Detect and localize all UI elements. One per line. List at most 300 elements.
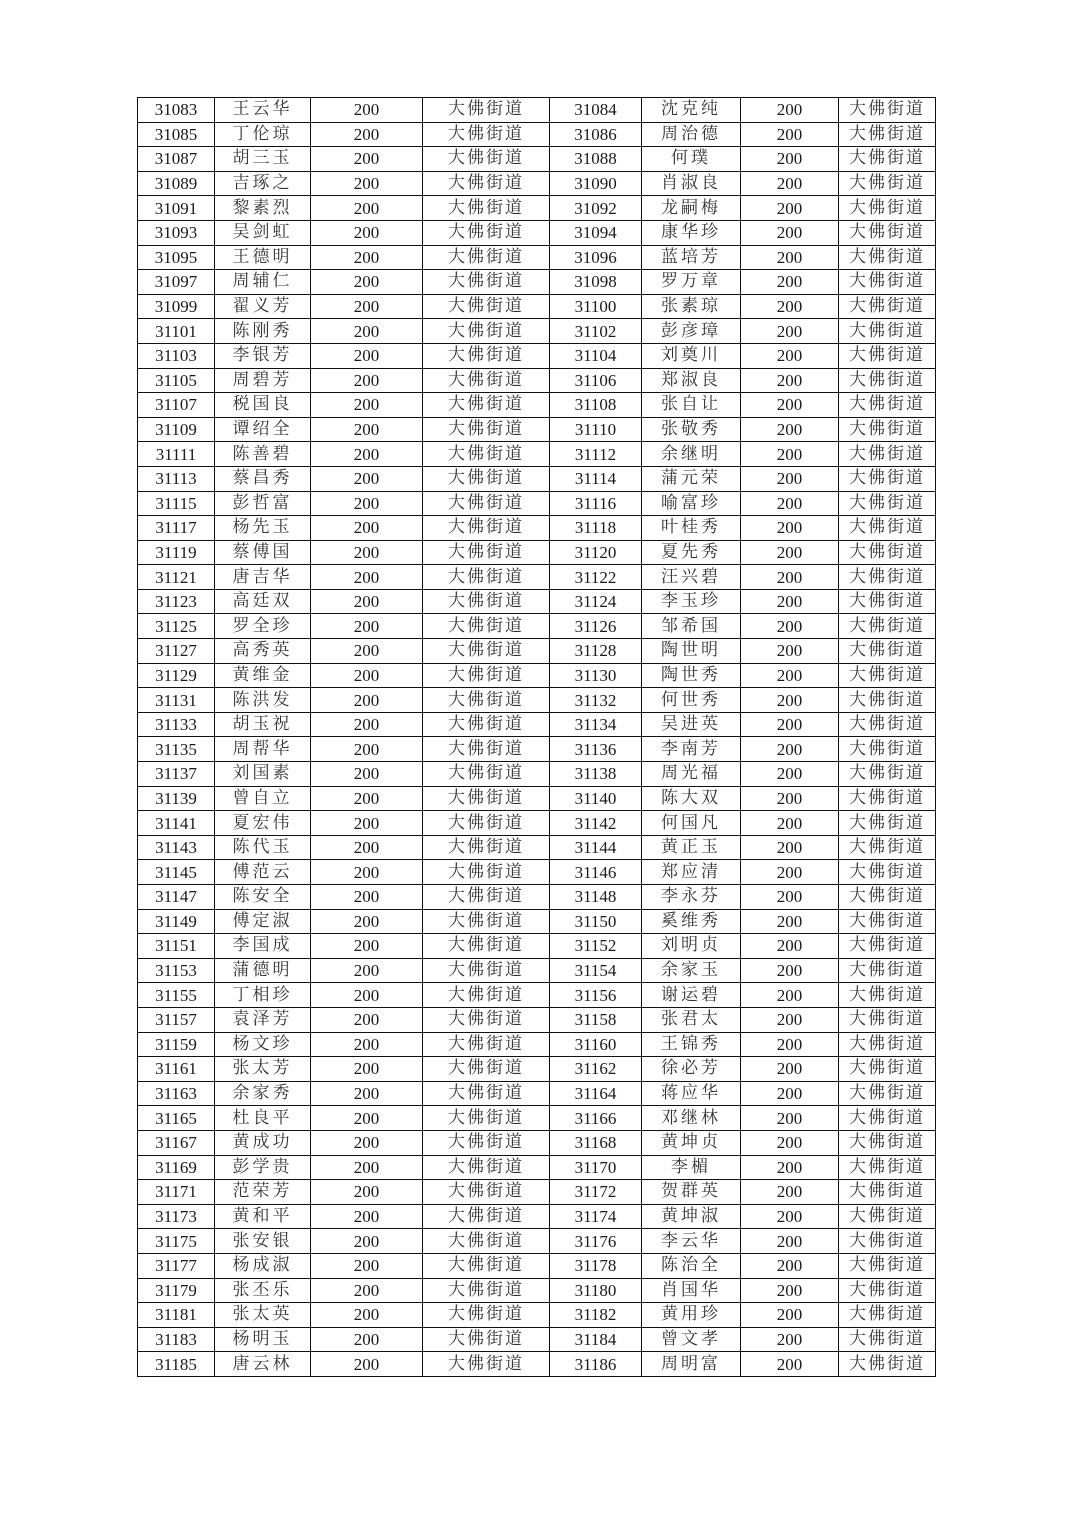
left-id-cell: 31141 [138, 811, 215, 836]
table-row [138, 319, 936, 344]
left-name-cell: 胡玉祝 [215, 712, 311, 737]
right-name-cell: 何世秀 [642, 688, 741, 713]
left-name-cell: 杨成淑 [215, 1253, 311, 1278]
left-street-cell: 大佛街道 [423, 1007, 550, 1032]
left-amount-cell: 200 [311, 1253, 423, 1278]
right-id-cell: 31150 [550, 909, 642, 934]
right-id-cell: 31096 [550, 245, 642, 270]
left-street-cell: 大佛街道 [423, 639, 550, 664]
table-row [138, 835, 936, 860]
right-amount-cell: 200 [741, 983, 839, 1008]
table-row [138, 1303, 936, 1328]
right-name-cell: 周光福 [642, 762, 741, 787]
table-row [138, 245, 936, 270]
table-row [138, 1130, 936, 1155]
left-id-cell: 31161 [138, 1057, 215, 1082]
right-amount-cell: 200 [741, 171, 839, 196]
right-amount-cell: 200 [741, 1229, 839, 1254]
left-id-cell: 31097 [138, 270, 215, 295]
left-amount-cell: 200 [311, 934, 423, 959]
right-street-cell: 大佛街道 [839, 1327, 936, 1352]
left-amount-cell: 200 [311, 639, 423, 664]
left-id-cell: 31177 [138, 1253, 215, 1278]
left-street-cell: 大佛街道 [423, 1303, 550, 1328]
right-amount-cell: 200 [741, 614, 839, 639]
right-id-cell: 31120 [550, 540, 642, 565]
left-id-cell: 31113 [138, 466, 215, 491]
left-name-cell: 张安银 [215, 1229, 311, 1254]
table-row [138, 983, 936, 1008]
left-amount-cell: 200 [311, 1007, 423, 1032]
right-amount-cell: 200 [741, 589, 839, 614]
right-name-cell: 喻富珍 [642, 491, 741, 516]
left-amount-cell: 200 [311, 663, 423, 688]
left-street-cell: 大佛街道 [423, 762, 550, 787]
right-street-cell: 大佛街道 [839, 614, 936, 639]
left-street-cell: 大佛街道 [423, 835, 550, 860]
left-amount-cell: 200 [311, 343, 423, 368]
left-amount-cell: 200 [311, 565, 423, 590]
left-street-cell: 大佛街道 [423, 98, 550, 123]
left-amount-cell: 200 [311, 122, 423, 147]
right-street-cell: 大佛街道 [839, 442, 936, 467]
right-id-cell: 31170 [550, 1155, 642, 1180]
left-id-cell: 31095 [138, 245, 215, 270]
right-name-cell: 奚维秀 [642, 909, 741, 934]
table-row [138, 688, 936, 713]
left-id-cell: 31091 [138, 196, 215, 221]
right-name-cell: 李玉珍 [642, 589, 741, 614]
left-amount-cell: 200 [311, 1106, 423, 1131]
left-id-cell: 31089 [138, 171, 215, 196]
left-name-cell: 张丕乐 [215, 1278, 311, 1303]
left-street-cell: 大佛街道 [423, 1204, 550, 1229]
left-name-cell: 杨文珍 [215, 1032, 311, 1057]
left-name-cell: 黎素烈 [215, 196, 311, 221]
right-street-cell: 大佛街道 [839, 417, 936, 442]
right-amount-cell: 200 [741, 712, 839, 737]
right-name-cell: 邓继林 [642, 1106, 741, 1131]
roster-body [138, 98, 936, 1377]
left-amount-cell: 200 [311, 1303, 423, 1328]
right-amount-cell: 200 [741, 1253, 839, 1278]
left-amount-cell: 200 [311, 737, 423, 762]
left-street-cell: 大佛街道 [423, 909, 550, 934]
right-street-cell: 大佛街道 [839, 1106, 936, 1131]
right-amount-cell: 200 [741, 1204, 839, 1229]
right-name-cell: 徐必芳 [642, 1057, 741, 1082]
table-row [138, 958, 936, 983]
left-name-cell: 高廷双 [215, 589, 311, 614]
left-name-cell: 周辅仁 [215, 270, 311, 295]
right-street-cell: 大佛街道 [839, 983, 936, 1008]
left-street-cell: 大佛街道 [423, 540, 550, 565]
right-id-cell: 31092 [550, 196, 642, 221]
right-street-cell: 大佛街道 [839, 220, 936, 245]
right-id-cell: 31134 [550, 712, 642, 737]
left-id-cell: 31165 [138, 1106, 215, 1131]
right-amount-cell: 200 [741, 98, 839, 123]
left-id-cell: 31175 [138, 1229, 215, 1254]
left-id-cell: 31151 [138, 934, 215, 959]
right-street-cell: 大佛街道 [839, 516, 936, 541]
right-id-cell: 31166 [550, 1106, 642, 1131]
left-amount-cell: 200 [311, 491, 423, 516]
right-amount-cell: 200 [741, 1130, 839, 1155]
right-amount-cell: 200 [741, 1155, 839, 1180]
right-id-cell: 31168 [550, 1130, 642, 1155]
right-id-cell: 31164 [550, 1081, 642, 1106]
right-street-cell: 大佛街道 [839, 860, 936, 885]
right-amount-cell: 200 [741, 466, 839, 491]
right-street-cell: 大佛街道 [839, 712, 936, 737]
right-name-cell: 彭彦璋 [642, 319, 741, 344]
right-name-cell: 曾文孝 [642, 1327, 741, 1352]
left-amount-cell: 200 [311, 1155, 423, 1180]
table-row [138, 442, 936, 467]
right-id-cell: 31142 [550, 811, 642, 836]
left-id-cell: 31105 [138, 368, 215, 393]
right-street-cell: 大佛街道 [839, 171, 936, 196]
right-street-cell: 大佛街道 [839, 1352, 936, 1377]
right-id-cell: 31156 [550, 983, 642, 1008]
right-amount-cell: 200 [741, 319, 839, 344]
left-street-cell: 大佛街道 [423, 516, 550, 541]
right-name-cell: 何璞 [642, 147, 741, 172]
left-name-cell: 蒲德明 [215, 958, 311, 983]
left-street-cell: 大佛街道 [423, 417, 550, 442]
right-name-cell: 郑淑良 [642, 368, 741, 393]
table-row [138, 1032, 936, 1057]
table-row [138, 934, 936, 959]
left-amount-cell: 200 [311, 294, 423, 319]
left-amount-cell: 200 [311, 171, 423, 196]
right-id-cell: 31130 [550, 663, 642, 688]
left-street-cell: 大佛街道 [423, 220, 550, 245]
right-name-cell: 周治德 [642, 122, 741, 147]
right-id-cell: 31160 [550, 1032, 642, 1057]
left-name-cell: 周碧芳 [215, 368, 311, 393]
left-amount-cell: 200 [311, 466, 423, 491]
left-street-cell: 大佛街道 [423, 614, 550, 639]
right-amount-cell: 200 [741, 368, 839, 393]
left-street-cell: 大佛街道 [423, 147, 550, 172]
left-amount-cell: 200 [311, 688, 423, 713]
right-street-cell: 大佛街道 [839, 343, 936, 368]
right-street-cell: 大佛街道 [839, 1303, 936, 1328]
right-id-cell: 31148 [550, 885, 642, 910]
right-amount-cell: 200 [741, 1180, 839, 1205]
right-id-cell: 31110 [550, 417, 642, 442]
right-street-cell: 大佛街道 [839, 909, 936, 934]
left-street-cell: 大佛街道 [423, 1106, 550, 1131]
left-id-cell: 31123 [138, 589, 215, 614]
right-id-cell: 31108 [550, 393, 642, 418]
left-id-cell: 31085 [138, 122, 215, 147]
left-name-cell: 杜良平 [215, 1106, 311, 1131]
right-name-cell: 蓝培芳 [642, 245, 741, 270]
left-name-cell: 曾自立 [215, 786, 311, 811]
right-amount-cell: 200 [741, 958, 839, 983]
left-name-cell: 陈安全 [215, 885, 311, 910]
right-street-cell: 大佛街道 [839, 1253, 936, 1278]
table-row [138, 1057, 936, 1082]
right-name-cell: 刘明贞 [642, 934, 741, 959]
right-name-cell: 何国凡 [642, 811, 741, 836]
left-name-cell: 陈善碧 [215, 442, 311, 467]
table-row [138, 343, 936, 368]
right-amount-cell: 200 [741, 294, 839, 319]
left-id-cell: 31185 [138, 1352, 215, 1377]
right-amount-cell: 200 [741, 491, 839, 516]
left-amount-cell: 200 [311, 1081, 423, 1106]
left-name-cell: 唐云林 [215, 1352, 311, 1377]
right-amount-cell: 200 [741, 1278, 839, 1303]
left-street-cell: 大佛街道 [423, 589, 550, 614]
right-id-cell: 31136 [550, 737, 642, 762]
right-amount-cell: 200 [741, 1106, 839, 1131]
left-name-cell: 袁泽芳 [215, 1007, 311, 1032]
left-amount-cell: 200 [311, 1352, 423, 1377]
table-row [138, 885, 936, 910]
right-id-cell: 31124 [550, 589, 642, 614]
right-street-cell: 大佛街道 [839, 491, 936, 516]
right-amount-cell: 200 [741, 442, 839, 467]
left-street-cell: 大佛街道 [423, 688, 550, 713]
left-name-cell: 丁伦琼 [215, 122, 311, 147]
left-name-cell: 税国良 [215, 393, 311, 418]
left-street-cell: 大佛街道 [423, 343, 550, 368]
left-street-cell: 大佛街道 [423, 1278, 550, 1303]
right-amount-cell: 200 [741, 1327, 839, 1352]
right-name-cell: 夏先秀 [642, 540, 741, 565]
right-name-cell: 李南芳 [642, 737, 741, 762]
left-name-cell: 丁相珍 [215, 983, 311, 1008]
right-amount-cell: 200 [741, 1007, 839, 1032]
right-street-cell: 大佛街道 [839, 786, 936, 811]
left-street-cell: 大佛街道 [423, 122, 550, 147]
right-street-cell: 大佛街道 [839, 147, 936, 172]
left-id-cell: 31099 [138, 294, 215, 319]
left-amount-cell: 200 [311, 368, 423, 393]
table-row [138, 737, 936, 762]
left-id-cell: 31173 [138, 1204, 215, 1229]
right-id-cell: 31084 [550, 98, 642, 123]
table-row [138, 1180, 936, 1205]
table-row [138, 294, 936, 319]
left-amount-cell: 200 [311, 614, 423, 639]
right-id-cell: 31186 [550, 1352, 642, 1377]
right-amount-cell: 200 [741, 1081, 839, 1106]
right-id-cell: 31128 [550, 639, 642, 664]
right-name-cell: 李楣 [642, 1155, 741, 1180]
left-street-cell: 大佛街道 [423, 1327, 550, 1352]
right-id-cell: 31154 [550, 958, 642, 983]
right-street-cell: 大佛街道 [839, 1081, 936, 1106]
right-amount-cell: 200 [741, 639, 839, 664]
right-name-cell: 叶桂秀 [642, 516, 741, 541]
right-street-cell: 大佛街道 [839, 1130, 936, 1155]
right-name-cell: 黄用珍 [642, 1303, 741, 1328]
right-name-cell: 蒲元荣 [642, 466, 741, 491]
right-amount-cell: 200 [741, 762, 839, 787]
right-street-cell: 大佛街道 [839, 811, 936, 836]
left-id-cell: 31137 [138, 762, 215, 787]
left-amount-cell: 200 [311, 270, 423, 295]
right-name-cell: 李永芬 [642, 885, 741, 910]
right-street-cell: 大佛街道 [839, 1229, 936, 1254]
left-street-cell: 大佛街道 [423, 368, 550, 393]
left-amount-cell: 200 [311, 319, 423, 344]
table-row [138, 1007, 936, 1032]
left-name-cell: 彭哲富 [215, 491, 311, 516]
left-amount-cell: 200 [311, 712, 423, 737]
table-row [138, 393, 936, 418]
table-row [138, 196, 936, 221]
right-amount-cell: 200 [741, 270, 839, 295]
table-row [138, 1106, 936, 1131]
table-row [138, 663, 936, 688]
table-row [138, 762, 936, 787]
left-amount-cell: 200 [311, 1180, 423, 1205]
right-id-cell: 31140 [550, 786, 642, 811]
left-id-cell: 31167 [138, 1130, 215, 1155]
left-street-cell: 大佛街道 [423, 565, 550, 590]
left-street-cell: 大佛街道 [423, 393, 550, 418]
right-street-cell: 大佛街道 [839, 98, 936, 123]
right-name-cell: 邹希国 [642, 614, 741, 639]
right-street-cell: 大佛街道 [839, 196, 936, 221]
right-street-cell: 大佛街道 [839, 565, 936, 590]
left-id-cell: 31133 [138, 712, 215, 737]
left-amount-cell: 200 [311, 786, 423, 811]
right-id-cell: 31152 [550, 934, 642, 959]
right-amount-cell: 200 [741, 737, 839, 762]
left-amount-cell: 200 [311, 958, 423, 983]
right-amount-cell: 200 [741, 122, 839, 147]
left-name-cell: 夏宏伟 [215, 811, 311, 836]
right-amount-cell: 200 [741, 516, 839, 541]
right-id-cell: 31182 [550, 1303, 642, 1328]
right-street-cell: 大佛街道 [839, 122, 936, 147]
table-row [138, 1204, 936, 1229]
right-street-cell: 大佛街道 [839, 368, 936, 393]
left-name-cell: 陈刚秀 [215, 319, 311, 344]
left-name-cell: 李国成 [215, 934, 311, 959]
left-name-cell: 胡三玉 [215, 147, 311, 172]
left-name-cell: 高秀英 [215, 639, 311, 664]
right-name-cell: 汪兴碧 [642, 565, 741, 590]
right-amount-cell: 200 [741, 220, 839, 245]
left-street-cell: 大佛街道 [423, 1253, 550, 1278]
left-amount-cell: 200 [311, 811, 423, 836]
right-street-cell: 大佛街道 [839, 1007, 936, 1032]
left-street-cell: 大佛街道 [423, 466, 550, 491]
right-id-cell: 31178 [550, 1253, 642, 1278]
left-id-cell: 31183 [138, 1327, 215, 1352]
right-street-cell: 大佛街道 [839, 1155, 936, 1180]
right-name-cell: 陶世明 [642, 639, 741, 664]
right-name-cell: 张敬秀 [642, 417, 741, 442]
right-name-cell: 肖国华 [642, 1278, 741, 1303]
right-street-cell: 大佛街道 [839, 885, 936, 910]
left-street-cell: 大佛街道 [423, 712, 550, 737]
left-street-cell: 大佛街道 [423, 171, 550, 196]
right-street-cell: 大佛街道 [839, 540, 936, 565]
left-name-cell: 罗全珍 [215, 614, 311, 639]
right-street-cell: 大佛街道 [839, 466, 936, 491]
left-id-cell: 31135 [138, 737, 215, 762]
left-name-cell: 余家秀 [215, 1081, 311, 1106]
table-row [138, 491, 936, 516]
left-id-cell: 31111 [138, 442, 215, 467]
right-name-cell: 陶世秀 [642, 663, 741, 688]
left-street-cell: 大佛街道 [423, 1229, 550, 1254]
left-id-cell: 31143 [138, 835, 215, 860]
right-amount-cell: 200 [741, 1352, 839, 1377]
table-row [138, 1155, 936, 1180]
right-id-cell: 31132 [550, 688, 642, 713]
left-name-cell: 谭绍全 [215, 417, 311, 442]
right-amount-cell: 200 [741, 245, 839, 270]
right-amount-cell: 200 [741, 934, 839, 959]
right-name-cell: 黄正玉 [642, 835, 741, 860]
left-id-cell: 31181 [138, 1303, 215, 1328]
right-id-cell: 31100 [550, 294, 642, 319]
left-name-cell: 陈洪发 [215, 688, 311, 713]
right-id-cell: 31126 [550, 614, 642, 639]
left-name-cell: 彭学贵 [215, 1155, 311, 1180]
right-id-cell: 31158 [550, 1007, 642, 1032]
left-id-cell: 31179 [138, 1278, 215, 1303]
left-id-cell: 31145 [138, 860, 215, 885]
left-street-cell: 大佛街道 [423, 958, 550, 983]
left-amount-cell: 200 [311, 909, 423, 934]
left-id-cell: 31169 [138, 1155, 215, 1180]
table-row [138, 811, 936, 836]
left-street-cell: 大佛街道 [423, 319, 550, 344]
left-id-cell: 31101 [138, 319, 215, 344]
left-amount-cell: 200 [311, 393, 423, 418]
right-name-cell: 康华珍 [642, 220, 741, 245]
left-amount-cell: 200 [311, 1229, 423, 1254]
right-id-cell: 31086 [550, 122, 642, 147]
table-row [138, 1253, 936, 1278]
right-amount-cell: 200 [741, 1057, 839, 1082]
right-id-cell: 31088 [550, 147, 642, 172]
right-name-cell: 余家玉 [642, 958, 741, 983]
table-row [138, 639, 936, 664]
table-row [138, 540, 936, 565]
left-street-cell: 大佛街道 [423, 491, 550, 516]
left-amount-cell: 200 [311, 983, 423, 1008]
left-amount-cell: 200 [311, 147, 423, 172]
left-name-cell: 蔡昌秀 [215, 466, 311, 491]
right-name-cell: 肖淑良 [642, 171, 741, 196]
left-id-cell: 31155 [138, 983, 215, 1008]
left-name-cell: 王云华 [215, 98, 311, 123]
right-id-cell: 31180 [550, 1278, 642, 1303]
right-amount-cell: 200 [741, 885, 839, 910]
right-id-cell: 31116 [550, 491, 642, 516]
left-amount-cell: 200 [311, 442, 423, 467]
right-id-cell: 31090 [550, 171, 642, 196]
left-id-cell: 31149 [138, 909, 215, 934]
right-street-cell: 大佛街道 [839, 319, 936, 344]
roster-table [137, 97, 936, 1377]
right-name-cell: 蒋应华 [642, 1081, 741, 1106]
left-street-cell: 大佛街道 [423, 270, 550, 295]
